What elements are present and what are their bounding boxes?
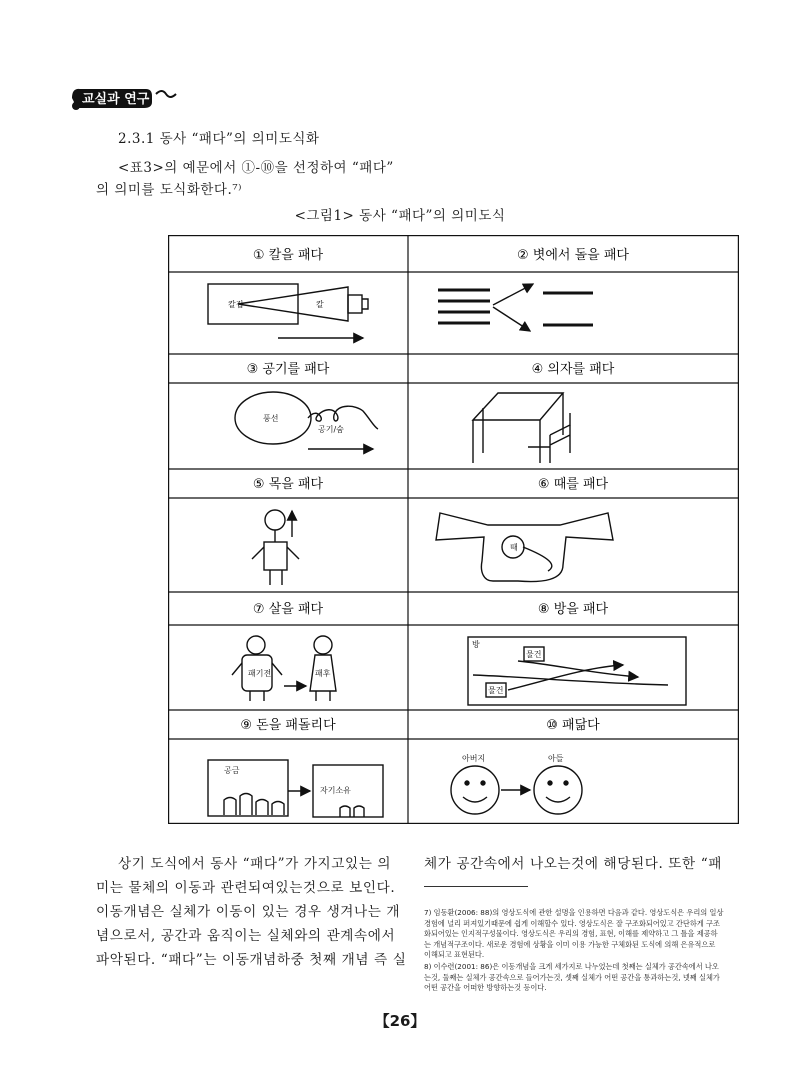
split-lines-diagram: [438, 290, 593, 325]
label-sword: 칼: [316, 300, 324, 309]
body-line: 미는 물체의 이동과 관련되여있는것으로 보인다.: [96, 880, 396, 896]
label-after: 패후: [315, 669, 331, 678]
label-room: 방: [472, 640, 480, 649]
label-item-1: 물건: [526, 650, 542, 659]
desk-and-chair-diagram: [473, 393, 570, 463]
figure-caption: <그림1> 동사 “패다”의 의미도식: [294, 208, 506, 224]
cell-title-1: ① 칼을 패다: [252, 248, 324, 263]
label-father: 아버지: [462, 754, 486, 763]
footnote-8: 8) 이수련(2001: 86)은 이동개념을 크게 세가지로 나누었는데 첫째는 실체가 공간속에서 나오는것, 둘째는 실체가 공간속으로 들어가는것, 셋째 실체가 어떤 공간을 통과하는것, 넷째 실체가 어떤 공간을 어떠한 방향하는것 등이다.: [424, 962, 720, 992]
intro-line-1: <표3>의 예문에서 ①-⑩을 선정하여 “패다”: [118, 160, 394, 176]
label-dirt: 때: [510, 543, 518, 552]
label-air: 공기/숨: [318, 425, 344, 434]
father-son-diagram: [451, 766, 582, 814]
footnote-7: 7) 임동환(2006: 88)의 영상도식에 관한 설명을 인용하면 다음과 같다. 영상도식은 우리의 일상 경험에 널리 퍼져있기때문에 쉽게 이해할수 있다. 영상도식은 잘 구조화되어있고 간단하게 구조화되어있는 인지적구성물이다. 영상도식은 우리의 경험, 표현, 이해를 제약하고 그 틀을 제공하는 개념적구조이다. 새로운 경험에 상황을 이미 이용 가능한 구체화된 도식에 의해 은유적으로 이해되고 표현된다.: [424, 908, 724, 959]
cell-title-8: ⑧ 방을 패다: [537, 602, 609, 617]
journal-logo: [70, 86, 178, 110]
shirt-diagram: [436, 513, 613, 582]
page-number: 【26】: [374, 1012, 426, 1030]
label-before: 패기전: [248, 669, 272, 678]
footnote-rule: [424, 886, 528, 887]
intro-line-2: 의 의미를 도식화한다.⁷⁾: [96, 182, 242, 198]
label-balloon: 풍선: [263, 414, 279, 423]
cell-title-9: ⑨ 돈을 패돌리다: [240, 718, 336, 733]
body-line: 이동개념은 실체가 이동이 있는 경우 생겨나는 개: [96, 904, 401, 920]
cell-title-2: ② 볏에서 돌을 패다: [517, 248, 629, 263]
section-title: 2.3.1 동사 “패다”의 의미도식화: [118, 131, 320, 147]
cell-title-5: ⑤ 목을 패다: [252, 477, 324, 492]
cell-title-7: ⑦ 살을 패다: [252, 602, 324, 617]
balloon-diagram: [235, 392, 378, 449]
label-public-money: 공금: [224, 766, 240, 775]
body-left-column: [96, 852, 407, 972]
logo-text: 교실과 연구: [82, 92, 150, 107]
label-sheath: 칼집: [228, 300, 244, 309]
cell-title-3: ③ 공기를 패다: [246, 362, 330, 377]
label-item-2: 물건: [488, 686, 504, 695]
person-neck-diagram: [252, 510, 299, 585]
meaning-schema-figure: [168, 235, 739, 824]
body-line: 상기 도식에서 동사 “패다”가 가지고있는 의: [118, 856, 392, 872]
cell-title-4: ④ 의자를 패다: [531, 362, 615, 377]
sheath-and-sword-diagram: [208, 284, 368, 338]
label-own: 자기소유: [320, 786, 351, 795]
body-line: 념으로서, 공간과 움직이는 실체와의 관계속에서: [96, 928, 396, 944]
body-line: 파악된다. “패다”는 이동개념하중 첫째 개념 즉 실: [96, 952, 407, 968]
cell-title-6: ⑥ 때를 패다: [537, 477, 609, 492]
label-son: 아들: [548, 754, 564, 763]
cell-title-10: ⑩ 패닮다: [546, 718, 600, 733]
body-right-line: 체가 공간속에서 나오는것에 해당된다. 또한 “패: [424, 856, 722, 872]
